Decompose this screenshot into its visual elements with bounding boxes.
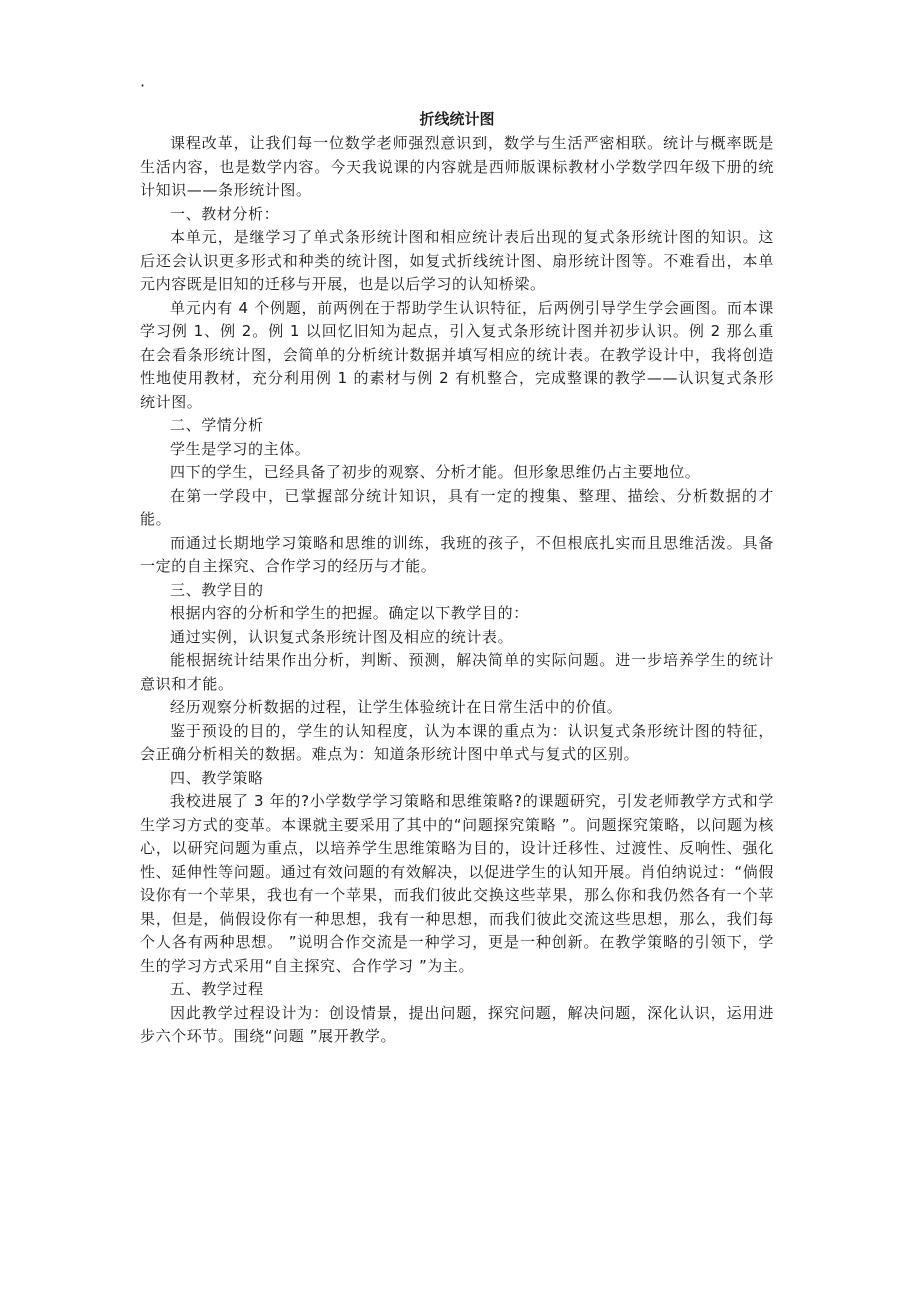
paragraph: 我校进展了 3 年的?小学数学学习策略和思维策略?的课题研究，引发老师教学方式和学生学习方式的变革。本课就主要采用了其中的“问题探究策略 ”。问题探究策略，以问题为核心，以研究问题为重点，以培养学生思维策略为目的，设计迁移性、过渡性、反响性、强化性、延伸性等问题。通过有效问题的有效解决，以促进学生的认知开展。肖伯纳说过：“倘假设你有一个苹果，我也有一个苹果，而我们彼此交换这些苹果，那么你和我仍然各有一个苹果，但是，倘假设你有一种思想，我有一种思想，而我们彼此交流这些思想，那么，我们每个人各有两种思想。 ”说明合作交流是一种学习，更是一种创新。在教学策略的引领下，学生的学习方式采用“自主探究、合作学习 ”为主。 [140, 792, 774, 975]
section-heading: 四、教学策略 [170, 768, 264, 787]
section-heading: 通过实例，认识复式条形统计图及相应的统计表。 [170, 627, 514, 646]
header-mark: · [140, 76, 146, 95]
document-title: 折线统计图 [419, 110, 495, 128]
paragraph: 四下的学生，已经具备了初步的观察、分析才能。但形象思维仍占主要地位。 [170, 463, 701, 481]
section-heading: 经历观察分析数据的过程，让学生体验统计在日常生活中的价值。 [170, 698, 623, 716]
section-heading: 三、教学目的 [170, 580, 264, 599]
paragraph: 单元内有 4 个例题，前两例在于帮助学生认识特征，后两例引导学生学会画图。而本课学习例 1、例 2。例 1 以回忆旧知为起点，引入复式条形统计图并初步认识。例 2 那么重在会看条形统计图，会简单的分析统计数据并填写相应的统计表。在教学设计中，我将创造性地使用教材，充分利用例 1 的素材与例 2 有机整合，完成整课的教学——认识复式条形统计图。 [140, 298, 774, 411]
section-heading: 学生是学习的主体。 [170, 439, 311, 458]
section-heading: 二、学情分析 [170, 416, 264, 434]
paragraph: 因此教学过程设计为：创设情景，提出问题，探究问题，解决问题，深化认识，运用进步六个环节。围绕“问题 ”展开教学。 [140, 1003, 774, 1045]
paragraph-list [140, 132, 774, 1049]
paragraph: 课程改革，让我们每一位数学老师强烈意识到，数学与生活严密相联。统计与概率既是生活内容，也是数学内容。今天我说课的内容就是西师版课标教材小学数学四年级下册的统计知识——条形统计图。 [140, 134, 774, 199]
paragraph: 能根据统计结果作出分析，判断、预测，解决简单的实际问题。进一步培养学生的统计意识和才能。 [140, 651, 774, 693]
document-body [140, 108, 774, 1049]
section-heading: 五、教学过程 [170, 980, 264, 998]
paragraph: 而通过长期地学习策略和思维的训练，我班的孩子，不但根底扎实而且思维活泼。具备一定的自主探究、合作学习的经历与才能。 [140, 533, 774, 575]
paragraph: 鉴于预设的目的，学生的认知程度，认为本课的重点为：认识复式条形统计图的特征，会正确分析相关的数据。难点为：知道条形统计图中单式与复式的区别。 [140, 721, 774, 763]
section-heading: 一、教材分析： [170, 204, 280, 223]
paragraph: 本单元，是继学习了单式条形统计图和相应统计表后出现的复式条形统计图的知识。这后还会认识更多形式和种类的统计图，如复式折线统计图、扇形统计图等。不难看出，本单元内容既是旧知的迁移与开展，也是以后学习的认知桥梁。 [140, 228, 774, 293]
paragraph: 在第一学段中，已掌握部分统计知识，具有一定的搜集、整理、描绘、分析数据的才能。 [140, 486, 774, 528]
section-heading: 根据内容的分析和学生的把握。确定以下教学目的： [170, 604, 529, 622]
